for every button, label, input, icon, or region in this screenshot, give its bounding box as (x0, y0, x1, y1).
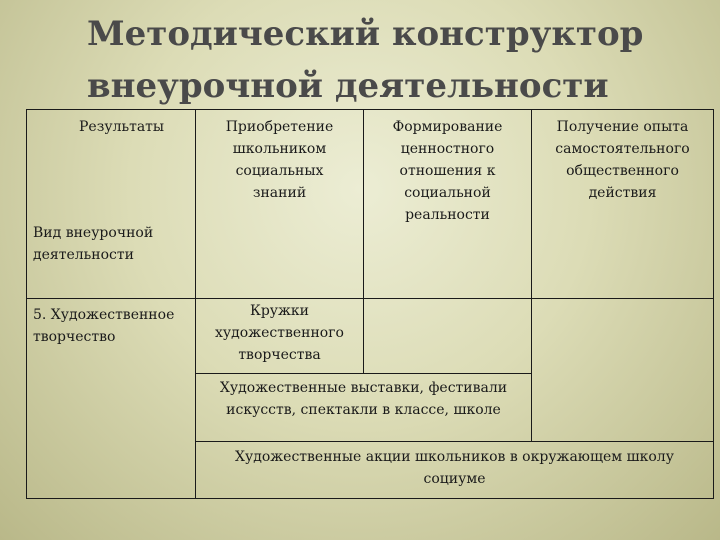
header-level-3: Получение опыта самостоятельного общественного действия (555, 119, 690, 201)
row-divider (27, 298, 713, 299)
level3-cell: Художественные акции школьников в окружающем школу социуме (235, 449, 674, 487)
corner-activity-label: Вид внеурочной деятельности (33, 225, 154, 263)
level1-cell: Кружки художественного творчества (215, 303, 344, 363)
corner-results-label: Результаты (79, 119, 165, 135)
constructor-table (26, 109, 714, 499)
slide-title: Методический конструктор внеурочной деятельности (87, 14, 644, 106)
level1-divider (195, 373, 531, 374)
level2-cell: Художественные выставки, фестивали искусств, спектакли в классе, школе (219, 380, 508, 418)
header-level-2: Формирование ценностного отношения к социальной реальности (392, 119, 503, 223)
row-label-art: 5. Художественное творчество (33, 307, 175, 345)
level2-divider (195, 441, 713, 442)
header-level-1: Приобретение школьником социальных знаний (225, 119, 334, 201)
